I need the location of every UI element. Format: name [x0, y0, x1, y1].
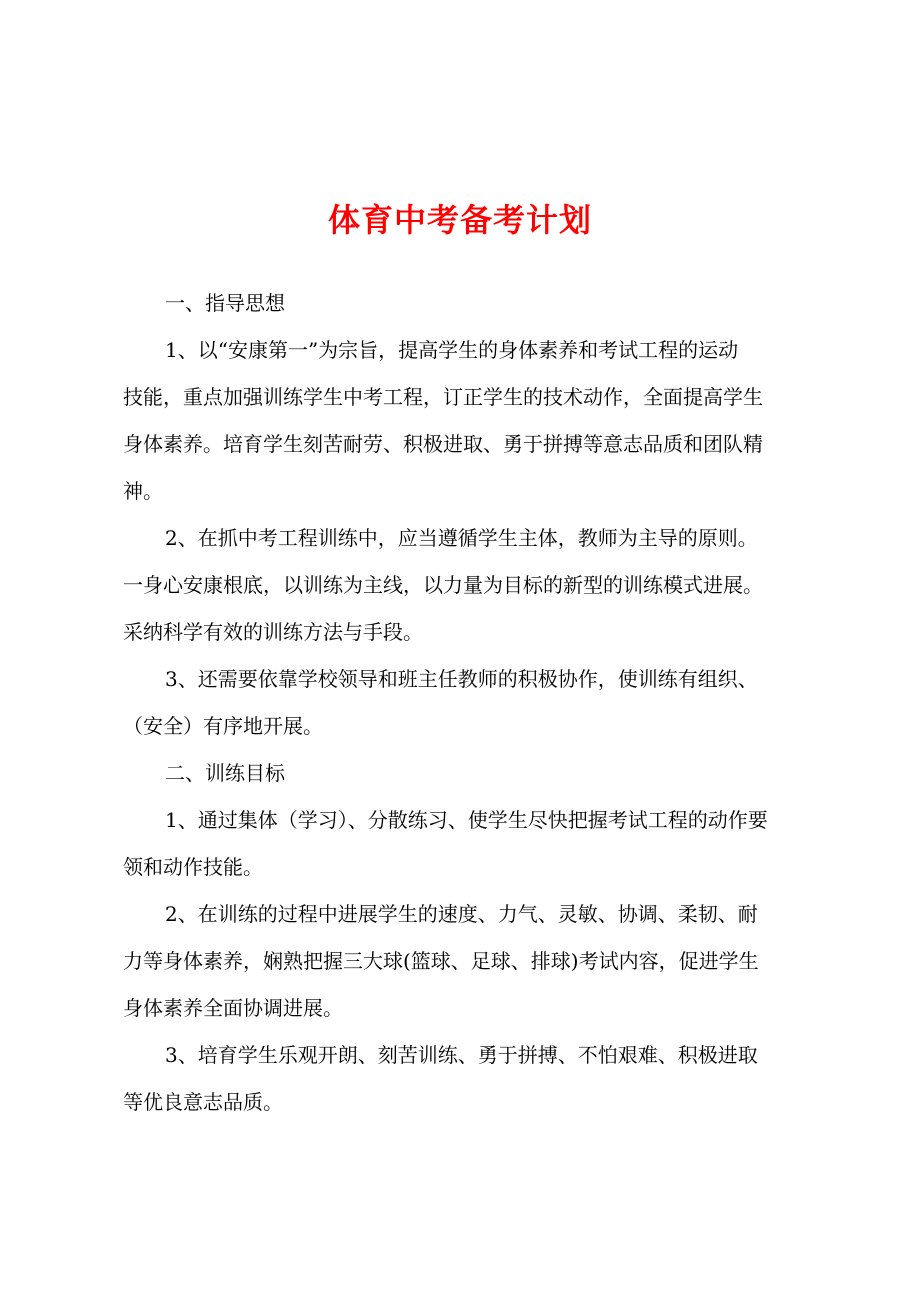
paragraph-line: 领和动作技能。	[123, 855, 263, 879]
paragraph-line: 2、在训练的过程中进展学生的速度、力气、灵敏、协调、柔韧、耐	[165, 902, 758, 926]
paragraph-line: 一身心安康根底，以训练为主线，以力量为目标的新型的训练模式进展。	[123, 573, 763, 597]
document-body	[123, 280, 813, 1126]
paragraph-line: 1、以“安康第一”为宗旨，提高学生的身体素养和考试工程的运动	[165, 338, 739, 362]
paragraph-line: 2、在抓中考工程训练中，应当遵循学生主体，教师为主导的原则。	[165, 526, 758, 550]
document-title: 体育中考备考计划	[327, 201, 592, 239]
paragraph-line: 身体素养。培育学生刻苦耐劳、积极进取、勇于拼搏等意志品质和团队精	[123, 432, 763, 456]
paragraph-line: 采纳科学有效的训练方法与手段。	[123, 620, 423, 644]
paragraph-line: 1、通过集体（学习）、分散练习、使学生尽快把握考试工程的动作要	[165, 808, 768, 832]
paragraph-line: （安全）有序地开展。	[123, 714, 323, 738]
paragraph-line: 身体素养全面协调进展。	[123, 996, 343, 1020]
paragraph-line: 等优良意志品质。	[123, 1090, 283, 1114]
paragraph-line: 3、培育学生乐观开朗、刻苦训练、勇于拼搏、不怕艰难、积极进取	[165, 1043, 758, 1067]
paragraph-line: 3、还需要依靠学校领导和班主任教师的积极协作，使训练有组织、	[165, 667, 758, 691]
paragraph-line: 力等身体素养，娴熟把握三大球(篮球、足球、排球)考试内容，促进学生	[123, 949, 759, 973]
section-heading-guiding-principle: 一、指导思想	[165, 291, 285, 315]
paragraph-line: 神。	[123, 479, 163, 503]
paragraph-line: 技能，重点加强训练学生中考工程，订正学生的技术动作，全面提高学生	[123, 385, 763, 409]
section-heading-training-goals: 二、训练目标	[165, 761, 285, 785]
